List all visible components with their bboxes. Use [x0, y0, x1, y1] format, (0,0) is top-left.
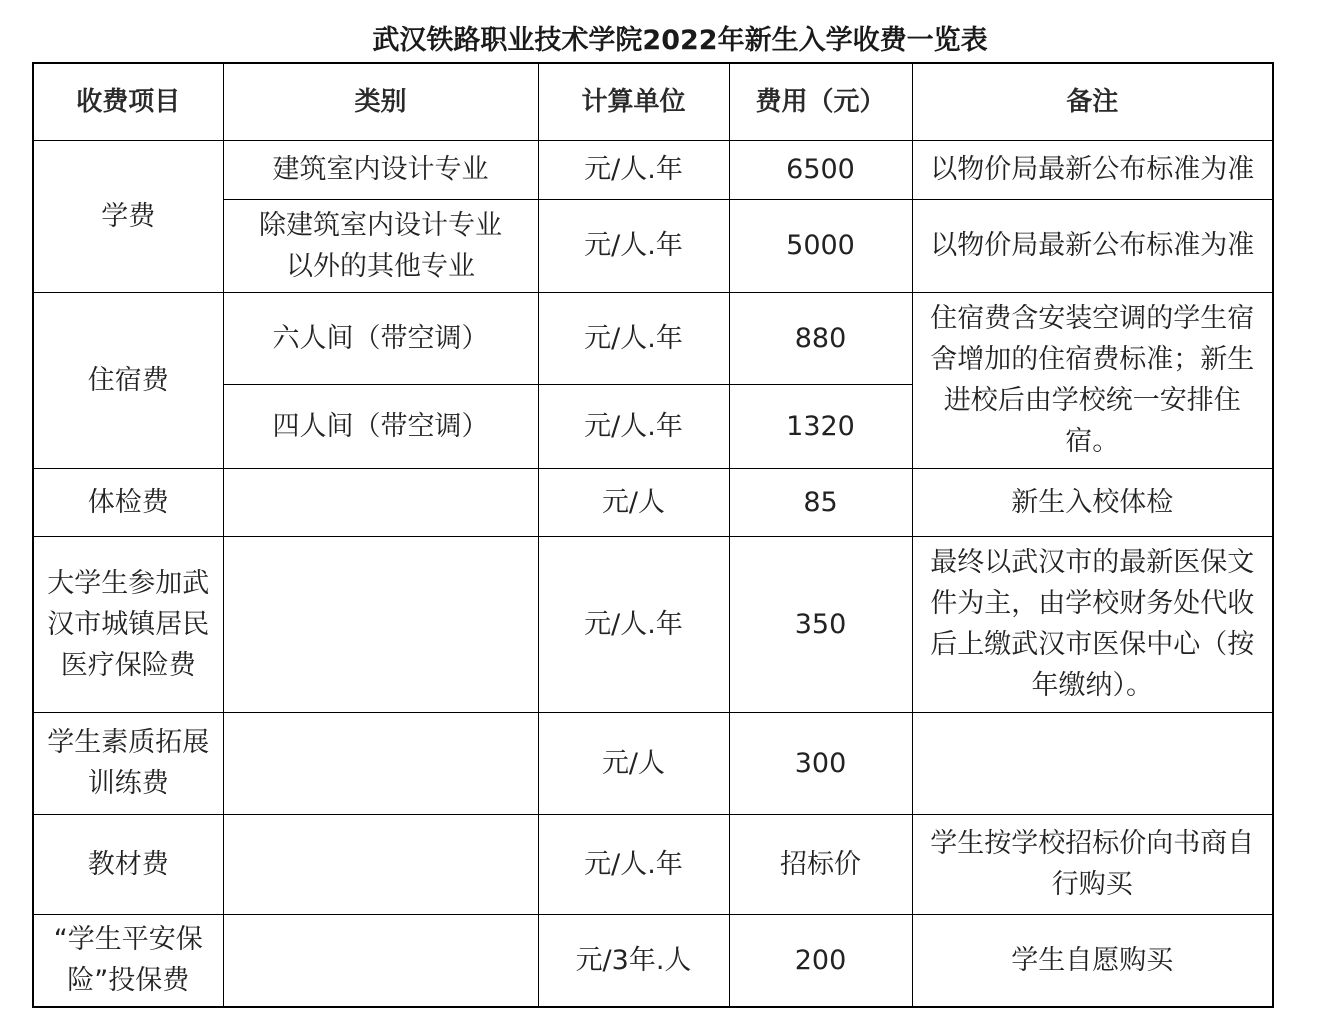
- cell-text: 四人间（带空调）: [272, 410, 489, 442]
- cell-text: 后上缴武汉市医保中心（按: [930, 629, 1255, 660]
- cell-remarks: [912, 814, 1273, 914]
- cell-fee: 85: [729, 468, 912, 536]
- cell-text: 年缴纳）。: [1031, 670, 1153, 701]
- cell-remarks: [912, 292, 1273, 468]
- table-row: [33, 814, 1273, 914]
- cell-text: 最终以武汉市的最新医保文: [930, 547, 1255, 578]
- cell-unit: 元/人: [538, 712, 729, 814]
- cell-remarks: [912, 199, 1273, 292]
- cell-remarks: [912, 914, 1273, 1007]
- cell-text: 教材费: [87, 848, 169, 880]
- header-category: 类别: [223, 63, 538, 140]
- cell-category-empty: [223, 468, 538, 536]
- cell-text: 训练费: [87, 768, 169, 799]
- cell-text: 件为主，由学校财务处代收: [930, 588, 1255, 619]
- cell-text: 行购买: [1051, 869, 1133, 900]
- cell-text: 以外的其他专业: [286, 250, 475, 282]
- cell-fee: 200: [729, 914, 912, 1007]
- fee-table: [32, 62, 1274, 1008]
- cell-unit: 元/人.年: [538, 199, 729, 292]
- cell-text: 学生按学校招标价向书商自: [930, 828, 1255, 859]
- cell-text: 学生自愿购买: [1011, 944, 1174, 976]
- cell-remarks: [912, 140, 1273, 199]
- table-row: [33, 914, 1273, 1007]
- cell-remarks: [912, 536, 1273, 712]
- cell-item-medical-insurance: [33, 536, 223, 712]
- table-row: [33, 468, 1273, 536]
- cell-text: 以物价局最新公布标准为准: [930, 230, 1255, 261]
- cell-text: 学生素质拓展: [47, 727, 210, 758]
- cell-text: 体检费: [87, 486, 169, 518]
- cell-item-textbooks: [33, 814, 223, 914]
- cell-category: [223, 140, 538, 199]
- cell-fee: 350: [729, 536, 912, 712]
- cell-text: 医疗保险费: [60, 649, 196, 681]
- cell-unit: 元/人.年: [538, 384, 729, 468]
- cell-fee: 6500: [729, 140, 912, 199]
- cell-text: 六人间（带空调）: [272, 322, 489, 354]
- cell-text: 进校后由学校统一安排住: [943, 385, 1241, 416]
- cell-category: [223, 199, 538, 292]
- cell-text: 大学生参加武: [47, 567, 210, 599]
- table-row: [33, 712, 1273, 814]
- cell-unit: 元/人: [538, 468, 729, 536]
- cell-unit: 元/人.年: [538, 292, 729, 384]
- header-unit: 计算单位: [538, 63, 729, 140]
- cell-text: 新生入校体检: [1011, 486, 1174, 518]
- cell-unit: 元/人.年: [538, 140, 729, 199]
- cell-item-medical-exam: [33, 468, 223, 536]
- cell-unit: 元/人.年: [538, 536, 729, 712]
- cell-text: 除建筑室内设计专业: [259, 209, 502, 241]
- cell-unit: 元/人.年: [538, 814, 729, 914]
- header-fee-amount: 费用（元）: [729, 63, 912, 140]
- cell-text: 险”投保费: [67, 965, 190, 997]
- cell-text: 舍增加的住宿费标准；新生: [930, 344, 1255, 375]
- table-header-row: [33, 63, 1273, 140]
- cell-fee: 300: [729, 712, 912, 814]
- document-title: 武汉铁路职业技术学院2022年新生入学收费一览表: [372, 25, 988, 56]
- cell-item-accommodation: [33, 292, 223, 468]
- cell-category-empty: [223, 536, 538, 712]
- cell-unit: 元/3年.人: [538, 914, 729, 1007]
- cell-text: 以物价局最新公布标准为准: [930, 154, 1255, 185]
- cell-fee: 1320: [729, 384, 912, 468]
- table-row: [33, 140, 1273, 199]
- cell-item-quality-training: [33, 712, 223, 814]
- cell-remarks-empty: [912, 712, 1273, 814]
- cell-category: [223, 292, 538, 384]
- cell-remarks: [912, 468, 1273, 536]
- table-row: [33, 292, 1273, 384]
- table-row: [33, 536, 1273, 712]
- cell-category: [223, 384, 538, 468]
- cell-item-tuition: [33, 140, 223, 292]
- cell-text: 住宿费: [87, 364, 169, 396]
- cell-text: 住宿费含安装空调的学生宿: [930, 303, 1255, 334]
- cell-text: “学生平安保: [53, 924, 203, 956]
- header-remarks: 备注: [912, 63, 1273, 140]
- cell-category-empty: [223, 914, 538, 1007]
- cell-text: 建筑室内设计专业: [272, 154, 489, 185]
- cell-category-empty: [223, 712, 538, 814]
- header-fee-item: 收费项目: [33, 63, 223, 140]
- cell-fee: 880: [729, 292, 912, 384]
- cell-item-safety-insurance: [33, 914, 223, 1007]
- cell-text: 学费: [101, 200, 156, 232]
- cell-text: 宿。: [1065, 426, 1120, 457]
- cell-fee: 招标价: [729, 814, 912, 914]
- cell-fee: 5000: [729, 199, 912, 292]
- cell-text: 汉市城镇居民: [47, 608, 210, 640]
- cell-category-empty: [223, 814, 538, 914]
